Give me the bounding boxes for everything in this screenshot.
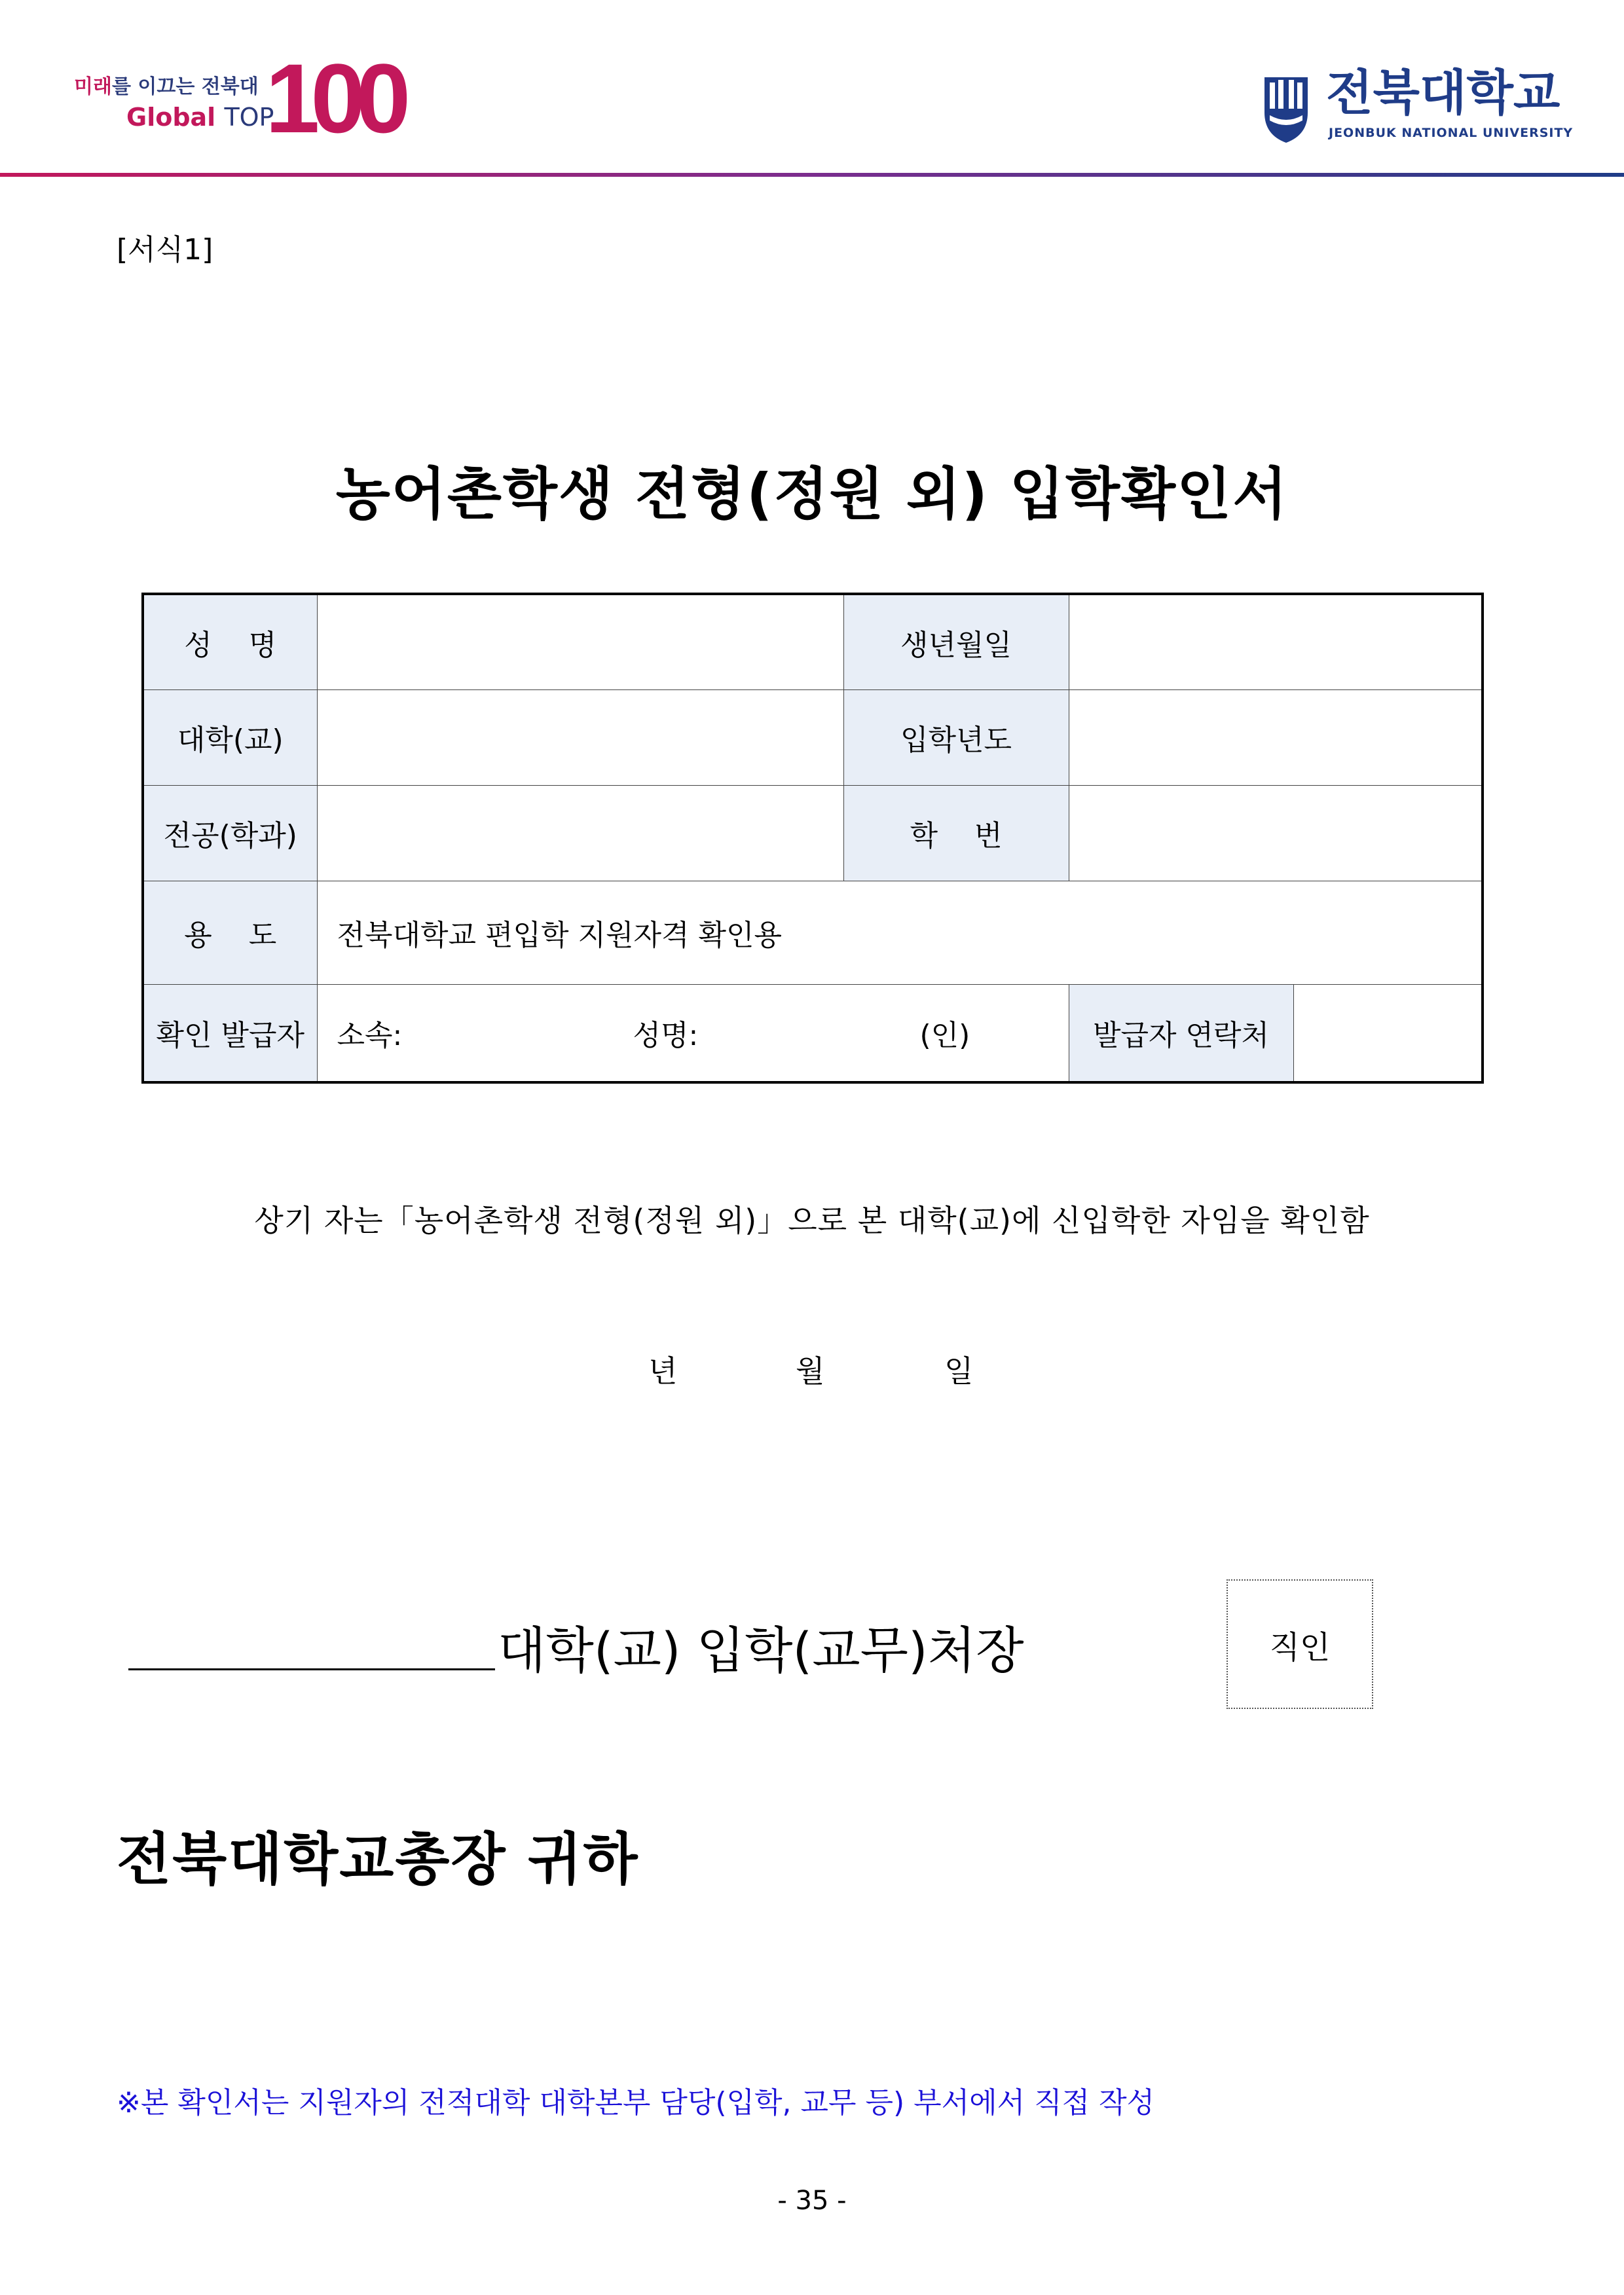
campaign-logo	[69, 43, 402, 153]
date-year-label: 년	[648, 1353, 678, 1389]
form-number: [서식1]	[117, 233, 213, 266]
name-label: 성 명	[143, 594, 317, 689]
date-day-label: 일	[944, 1353, 974, 1389]
seal-mark: (인)	[919, 1019, 970, 1053]
issue-date	[0, 1348, 1624, 1387]
issuer-name-label: 성명:	[633, 1019, 699, 1053]
issuer-contact-field[interactable]	[1293, 984, 1483, 1082]
signer-title: 대학(교) 입학(교무)처장	[498, 1621, 1024, 1680]
university-label: 대학(교)	[143, 689, 317, 785]
official-seal-label: 직인	[1269, 1628, 1331, 1666]
addressee: 전북대학교총장 귀하	[117, 1827, 639, 1892]
date-month-label: 월	[796, 1353, 825, 1389]
table-row	[143, 881, 1483, 984]
table-row	[143, 785, 1483, 881]
table-row	[143, 689, 1483, 785]
table-row	[143, 594, 1483, 689]
signer-university-blank[interactable]	[128, 1668, 495, 1670]
name-field[interactable]	[317, 594, 843, 689]
university-field[interactable]	[317, 689, 843, 785]
issuer-label: 확인 발급자	[143, 984, 317, 1082]
issuer-field[interactable]	[317, 984, 1069, 1082]
birth-date-label: 생년월일	[843, 594, 1069, 689]
page-number: - 35 -	[777, 2186, 847, 2216]
campaign-logo-number: 100	[265, 43, 402, 153]
student-id-label: 학 번	[843, 785, 1069, 881]
major-field[interactable]	[317, 785, 843, 881]
affiliation-label: 소속:	[337, 1019, 403, 1053]
table-row	[143, 984, 1483, 1082]
issuer-contact-label: 발급자 연락처	[1069, 984, 1293, 1082]
university-name: 전북대학교	[1326, 65, 1560, 121]
applicant-info-table	[141, 593, 1484, 1084]
major-label: 전공(학과)	[143, 785, 317, 881]
campaign-logo-slogan: 미래를 이끄는 전북대	[74, 75, 259, 98]
campaign-logo-global-top: Global TOP	[126, 103, 274, 132]
university-emblem-icon	[1261, 72, 1312, 144]
university-logo	[1261, 65, 1574, 151]
entry-year-field[interactable]	[1069, 689, 1483, 785]
instruction-note: ※본 확인서는 지원자의 전적대학 대학본부 담당(입학, 교무 등) 부서에서 직접 작성	[117, 2086, 1155, 2120]
document-title: 농어촌학생 전형(정원 외) 입학확인서	[335, 462, 1289, 527]
entry-year-label: 입학년도	[843, 689, 1069, 785]
birth-date-field[interactable]	[1069, 594, 1483, 689]
confirmation-statement: 상기 자는「농어촌학생 전형(정원 외)」으로 본 대학(교)에 신입학한 자임을 확인함	[254, 1203, 1370, 1238]
university-english-name: JEONBUK NATIONAL UNIVERSITY	[1329, 126, 1574, 140]
header-divider	[0, 173, 1624, 177]
purpose-value: 전북대학교 편입학 지원자격 확인용	[317, 881, 1483, 984]
purpose-label: 용 도	[143, 881, 317, 984]
student-id-field[interactable]	[1069, 785, 1483, 881]
official-seal-box	[1227, 1579, 1373, 1709]
